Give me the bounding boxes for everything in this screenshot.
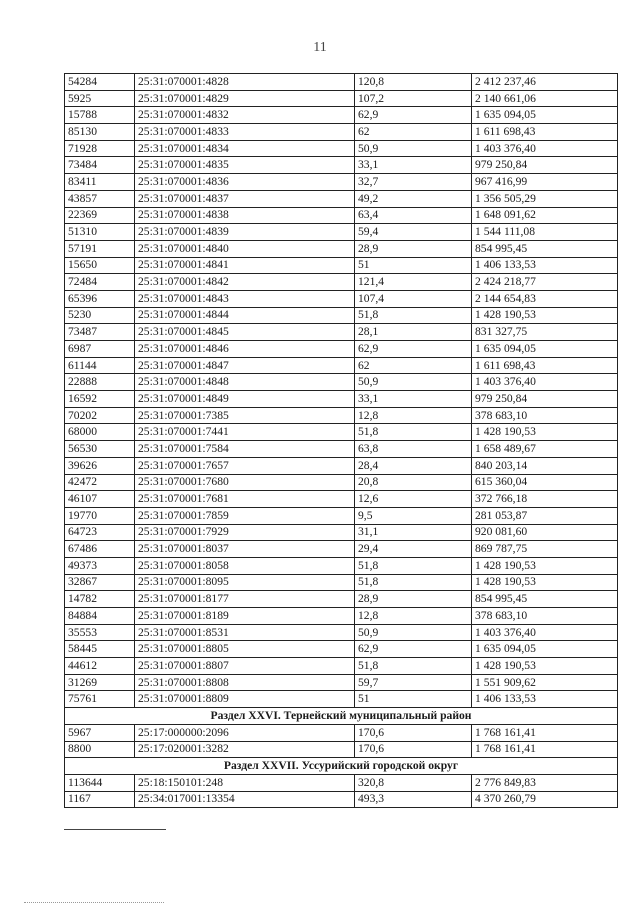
table-row (65, 374, 618, 391)
cadastral-value-cell: 1 428 190,53 (472, 424, 618, 441)
table-row (65, 257, 618, 274)
record-number-cell: 68000 (65, 424, 135, 441)
cadastral-number-cell: 25:31:070001:8177 (135, 591, 355, 608)
record-number-cell: 70202 (65, 407, 135, 424)
registry-table-body (65, 74, 618, 808)
cadastral-value-cell: 854 995,45 (472, 591, 618, 608)
cadastral-value-cell: 979 250,84 (472, 391, 618, 408)
area-cell: 63,4 (355, 207, 472, 224)
cadastral-value-cell: 831 327,75 (472, 324, 618, 341)
area-cell: 51 (355, 257, 472, 274)
table-row (65, 474, 618, 491)
record-number-cell: 43857 (65, 190, 135, 207)
record-number-cell: 72484 (65, 274, 135, 291)
cadastral-number-cell: 25:31:070001:4837 (135, 190, 355, 207)
record-number-cell: 5967 (65, 724, 135, 741)
area-cell: 51,8 (355, 658, 472, 675)
area-cell: 51 (355, 691, 472, 708)
table-row (65, 274, 618, 291)
record-number-cell: 16592 (65, 391, 135, 408)
area-cell: 51,8 (355, 307, 472, 324)
table-row (65, 658, 618, 675)
cadastral-value-cell: 1 428 190,53 (472, 557, 618, 574)
table-row (65, 691, 618, 708)
section-header-row (65, 758, 618, 775)
record-number-cell: 54284 (65, 74, 135, 91)
table-row (65, 591, 618, 608)
area-cell: 62 (355, 357, 472, 374)
table-row (65, 574, 618, 591)
area-cell: 51,8 (355, 574, 472, 591)
record-number-cell: 65396 (65, 290, 135, 307)
record-number-cell: 58445 (65, 641, 135, 658)
table-row (65, 157, 618, 174)
cadastral-value-cell: 1 403 376,40 (472, 140, 618, 157)
area-cell: 28,1 (355, 324, 472, 341)
area-cell: 170,6 (355, 741, 472, 758)
cadastral-number-cell: 25:31:070001:8095 (135, 574, 355, 591)
cadastral-number-cell: 25:31:070001:7385 (135, 407, 355, 424)
area-cell: 31,1 (355, 524, 472, 541)
cadastral-number-cell: 25:31:070001:8037 (135, 541, 355, 558)
cadastral-value-cell: 854 995,45 (472, 240, 618, 257)
area-cell: 107,4 (355, 290, 472, 307)
area-cell: 12,8 (355, 608, 472, 625)
area-cell: 62,9 (355, 641, 472, 658)
record-number-cell: 44612 (65, 658, 135, 675)
cadastral-value-cell: 1 635 094,05 (472, 341, 618, 358)
record-number-cell: 84884 (65, 608, 135, 625)
record-number-cell: 61144 (65, 357, 135, 374)
area-cell: 28,9 (355, 591, 472, 608)
cadastral-value-cell: 378 683,10 (472, 608, 618, 625)
cadastral-number-cell: 25:31:070001:4834 (135, 140, 355, 157)
record-number-cell: 64723 (65, 524, 135, 541)
record-number-cell: 85130 (65, 124, 135, 141)
record-number-cell: 22369 (65, 207, 135, 224)
table-row (65, 457, 618, 474)
cadastral-value-cell: 1 544 111,08 (472, 224, 618, 241)
area-cell: 20,8 (355, 474, 472, 491)
record-number-cell: 73487 (65, 324, 135, 341)
cadastral-number-cell: 25:31:070001:7680 (135, 474, 355, 491)
cadastral-number-cell: 25:31:070001:4847 (135, 357, 355, 374)
record-number-cell: 22888 (65, 374, 135, 391)
record-number-cell: 51310 (65, 224, 135, 241)
record-number-cell: 57191 (65, 240, 135, 257)
area-cell: 33,1 (355, 391, 472, 408)
cadastral-value-cell: 372 766,18 (472, 491, 618, 508)
cadastral-number-cell: 25:31:070001:7681 (135, 491, 355, 508)
cadastral-value-cell: 1 648 091,62 (472, 207, 618, 224)
cadastral-value-cell: 869 787,75 (472, 541, 618, 558)
cadastral-value-cell: 2 412 237,46 (472, 74, 618, 91)
cadastral-number-cell: 25:31:070001:4838 (135, 207, 355, 224)
record-number-cell: 14782 (65, 591, 135, 608)
record-number-cell: 83411 (65, 174, 135, 191)
area-cell: 51,8 (355, 424, 472, 441)
cadastral-value-cell: 1 406 133,53 (472, 257, 618, 274)
cadastral-value-cell: 1 403 376,40 (472, 624, 618, 641)
cadastral-value-cell: 1 611 698,43 (472, 357, 618, 374)
table-row (65, 541, 618, 558)
record-number-cell: 42472 (65, 474, 135, 491)
cadastral-value-cell: 4 370 260,79 (472, 791, 618, 808)
table-row (65, 174, 618, 191)
cadastral-number-cell: 25:31:070001:8531 (135, 624, 355, 641)
cadastral-value-cell: 281 053,87 (472, 507, 618, 524)
cadastral-value-cell: 1 611 698,43 (472, 124, 618, 141)
table-row (65, 774, 618, 791)
table-row (65, 307, 618, 324)
area-cell: 59,4 (355, 224, 472, 241)
record-number-cell: 46107 (65, 491, 135, 508)
cadastral-value-cell: 1 768 161,41 (472, 724, 618, 741)
cadastral-number-cell: 25:31:070001:8805 (135, 641, 355, 658)
record-number-cell: 19770 (65, 507, 135, 524)
record-number-cell: 71928 (65, 140, 135, 157)
area-cell: 49,2 (355, 190, 472, 207)
record-number-cell: 8800 (65, 741, 135, 758)
area-cell: 32,7 (355, 174, 472, 191)
cadastral-value-cell: 920 081,60 (472, 524, 618, 541)
cadastral-number-cell: 25:31:070001:4829 (135, 90, 355, 107)
cadastral-value-cell: 2 424 218,77 (472, 274, 618, 291)
table-row (65, 741, 618, 758)
area-cell: 107,2 (355, 90, 472, 107)
table-row (65, 224, 618, 241)
table-row (65, 491, 618, 508)
cadastral-number-cell: 25:31:070001:8809 (135, 691, 355, 708)
record-number-cell: 5230 (65, 307, 135, 324)
table-row (65, 791, 618, 808)
table-row (65, 407, 618, 424)
cadastral-number-cell: 25:31:070001:4844 (135, 307, 355, 324)
table-row (65, 608, 618, 625)
area-cell: 50,9 (355, 624, 472, 641)
table-row (65, 507, 618, 524)
table-row (65, 557, 618, 574)
cadastral-number-cell: 25:31:070001:8808 (135, 674, 355, 691)
area-cell: 9,5 (355, 507, 472, 524)
record-number-cell: 1167 (65, 791, 135, 808)
area-cell: 51,8 (355, 557, 472, 574)
record-number-cell: 56530 (65, 441, 135, 458)
area-cell: 12,8 (355, 407, 472, 424)
table-row (65, 524, 618, 541)
table-row (65, 641, 618, 658)
cadastral-value-cell: 1 356 505,29 (472, 190, 618, 207)
area-cell: 29,4 (355, 541, 472, 558)
cadastral-number-cell: 25:34:017001:13354 (135, 791, 355, 808)
table-row (65, 674, 618, 691)
cadastral-value-cell: 1 768 161,41 (472, 741, 618, 758)
record-number-cell: 15788 (65, 107, 135, 124)
cadastral-number-cell: 25:31:070001:4839 (135, 224, 355, 241)
record-number-cell: 73484 (65, 157, 135, 174)
area-cell: 170,6 (355, 724, 472, 741)
area-cell: 50,9 (355, 374, 472, 391)
cadastral-number-cell: 25:31:070001:8807 (135, 658, 355, 675)
cadastral-value-cell: 615 360,04 (472, 474, 618, 491)
section-title: Раздел XXVII. Уссурийский городской округ (65, 758, 618, 775)
cadastral-number-cell: 25:31:070001:4843 (135, 290, 355, 307)
cadastral-number-cell: 25:31:070001:4835 (135, 157, 355, 174)
cadastral-value-cell: 1 635 094,05 (472, 641, 618, 658)
record-number-cell: 15650 (65, 257, 135, 274)
area-cell: 62,9 (355, 107, 472, 124)
table-row (65, 624, 618, 641)
footnote-separator (64, 829, 166, 830)
cadastral-value-cell: 1 428 190,53 (472, 307, 618, 324)
cadastral-number-cell: 25:31:070001:4849 (135, 391, 355, 408)
cadastral-number-cell: 25:31:070001:7859 (135, 507, 355, 524)
cadastral-number-cell: 25:31:070001:4842 (135, 274, 355, 291)
table-row (65, 357, 618, 374)
cadastral-value-cell: 2 776 849,83 (472, 774, 618, 791)
record-number-cell: 49373 (65, 557, 135, 574)
cadastral-value-cell: 979 250,84 (472, 157, 618, 174)
cadastral-number-cell: 25:18:150101:248 (135, 774, 355, 791)
cadastral-value-cell: 1 428 190,53 (472, 574, 618, 591)
area-cell: 121,4 (355, 274, 472, 291)
area-cell: 62 (355, 124, 472, 141)
cadastral-number-cell: 25:31:070001:4836 (135, 174, 355, 191)
table-row (65, 74, 618, 91)
record-number-cell: 35553 (65, 624, 135, 641)
cadastral-number-cell: 25:31:070001:4848 (135, 374, 355, 391)
table-row (65, 240, 618, 257)
area-cell: 59,7 (355, 674, 472, 691)
cadastral-number-cell: 25:31:070001:7657 (135, 457, 355, 474)
table-row (65, 190, 618, 207)
area-cell: 33,1 (355, 157, 472, 174)
cadastral-value-cell: 2 140 661,06 (472, 90, 618, 107)
cadastral-value-cell: 2 144 654,83 (472, 290, 618, 307)
cadastral-value-cell: 1 551 909,62 (472, 674, 618, 691)
area-cell: 28,9 (355, 240, 472, 257)
property-registry-table (64, 73, 618, 808)
cadastral-number-cell: 25:31:070001:4845 (135, 324, 355, 341)
table-row (65, 441, 618, 458)
table-row (65, 724, 618, 741)
cadastral-number-cell: 25:31:070001:7929 (135, 524, 355, 541)
area-cell: 493,3 (355, 791, 472, 808)
cadastral-value-cell: 1 428 190,53 (472, 658, 618, 675)
record-number-cell: 6987 (65, 341, 135, 358)
table-row (65, 90, 618, 107)
cadastral-number-cell: 25:17:020001:3282 (135, 741, 355, 758)
cadastral-value-cell: 840 203,14 (472, 457, 618, 474)
record-number-cell: 39626 (65, 457, 135, 474)
page-number: 11 (313, 40, 327, 55)
area-cell: 50,9 (355, 140, 472, 157)
cadastral-value-cell: 378 683,10 (472, 407, 618, 424)
cadastral-number-cell: 25:31:070001:7441 (135, 424, 355, 441)
table-row (65, 107, 618, 124)
cadastral-value-cell: 967 416,99 (472, 174, 618, 191)
cadastral-value-cell: 1 406 133,53 (472, 691, 618, 708)
cadastral-number-cell: 25:31:070001:8058 (135, 557, 355, 574)
record-number-cell: 75761 (65, 691, 135, 708)
cadastral-number-cell: 25:31:070001:4833 (135, 124, 355, 141)
cadastral-number-cell: 25:31:070001:8189 (135, 608, 355, 625)
cadastral-number-cell: 25:31:070001:4828 (135, 74, 355, 91)
table-row (65, 207, 618, 224)
record-number-cell: 113644 (65, 774, 135, 791)
record-number-cell: 32867 (65, 574, 135, 591)
section-header-row (65, 708, 618, 725)
cadastral-number-cell: 25:31:070001:4841 (135, 257, 355, 274)
cadastral-value-cell: 1 635 094,05 (472, 107, 618, 124)
cadastral-value-cell: 1 403 376,40 (472, 374, 618, 391)
area-cell: 63,8 (355, 441, 472, 458)
area-cell: 320,8 (355, 774, 472, 791)
area-cell: 12,6 (355, 491, 472, 508)
cadastral-number-cell: 25:17:000000:2096 (135, 724, 355, 741)
cadastral-value-cell: 1 658 489,67 (472, 441, 618, 458)
area-cell: 120,8 (355, 74, 472, 91)
area-cell: 28,4 (355, 457, 472, 474)
scan-edge-mark (24, 902, 164, 903)
cadastral-number-cell: 25:31:070001:4832 (135, 107, 355, 124)
cadastral-number-cell: 25:31:070001:4846 (135, 341, 355, 358)
cadastral-number-cell: 25:31:070001:4840 (135, 240, 355, 257)
table-row (65, 391, 618, 408)
cadastral-number-cell: 25:31:070001:7584 (135, 441, 355, 458)
table-row (65, 290, 618, 307)
table-row (65, 140, 618, 157)
table-row (65, 124, 618, 141)
table-row (65, 324, 618, 341)
record-number-cell: 67486 (65, 541, 135, 558)
record-number-cell: 5925 (65, 90, 135, 107)
table-row (65, 424, 618, 441)
section-title: Раздел XXVI. Тернейский муниципальный район (65, 708, 618, 725)
table-row (65, 341, 618, 358)
record-number-cell: 31269 (65, 674, 135, 691)
area-cell: 62,9 (355, 341, 472, 358)
